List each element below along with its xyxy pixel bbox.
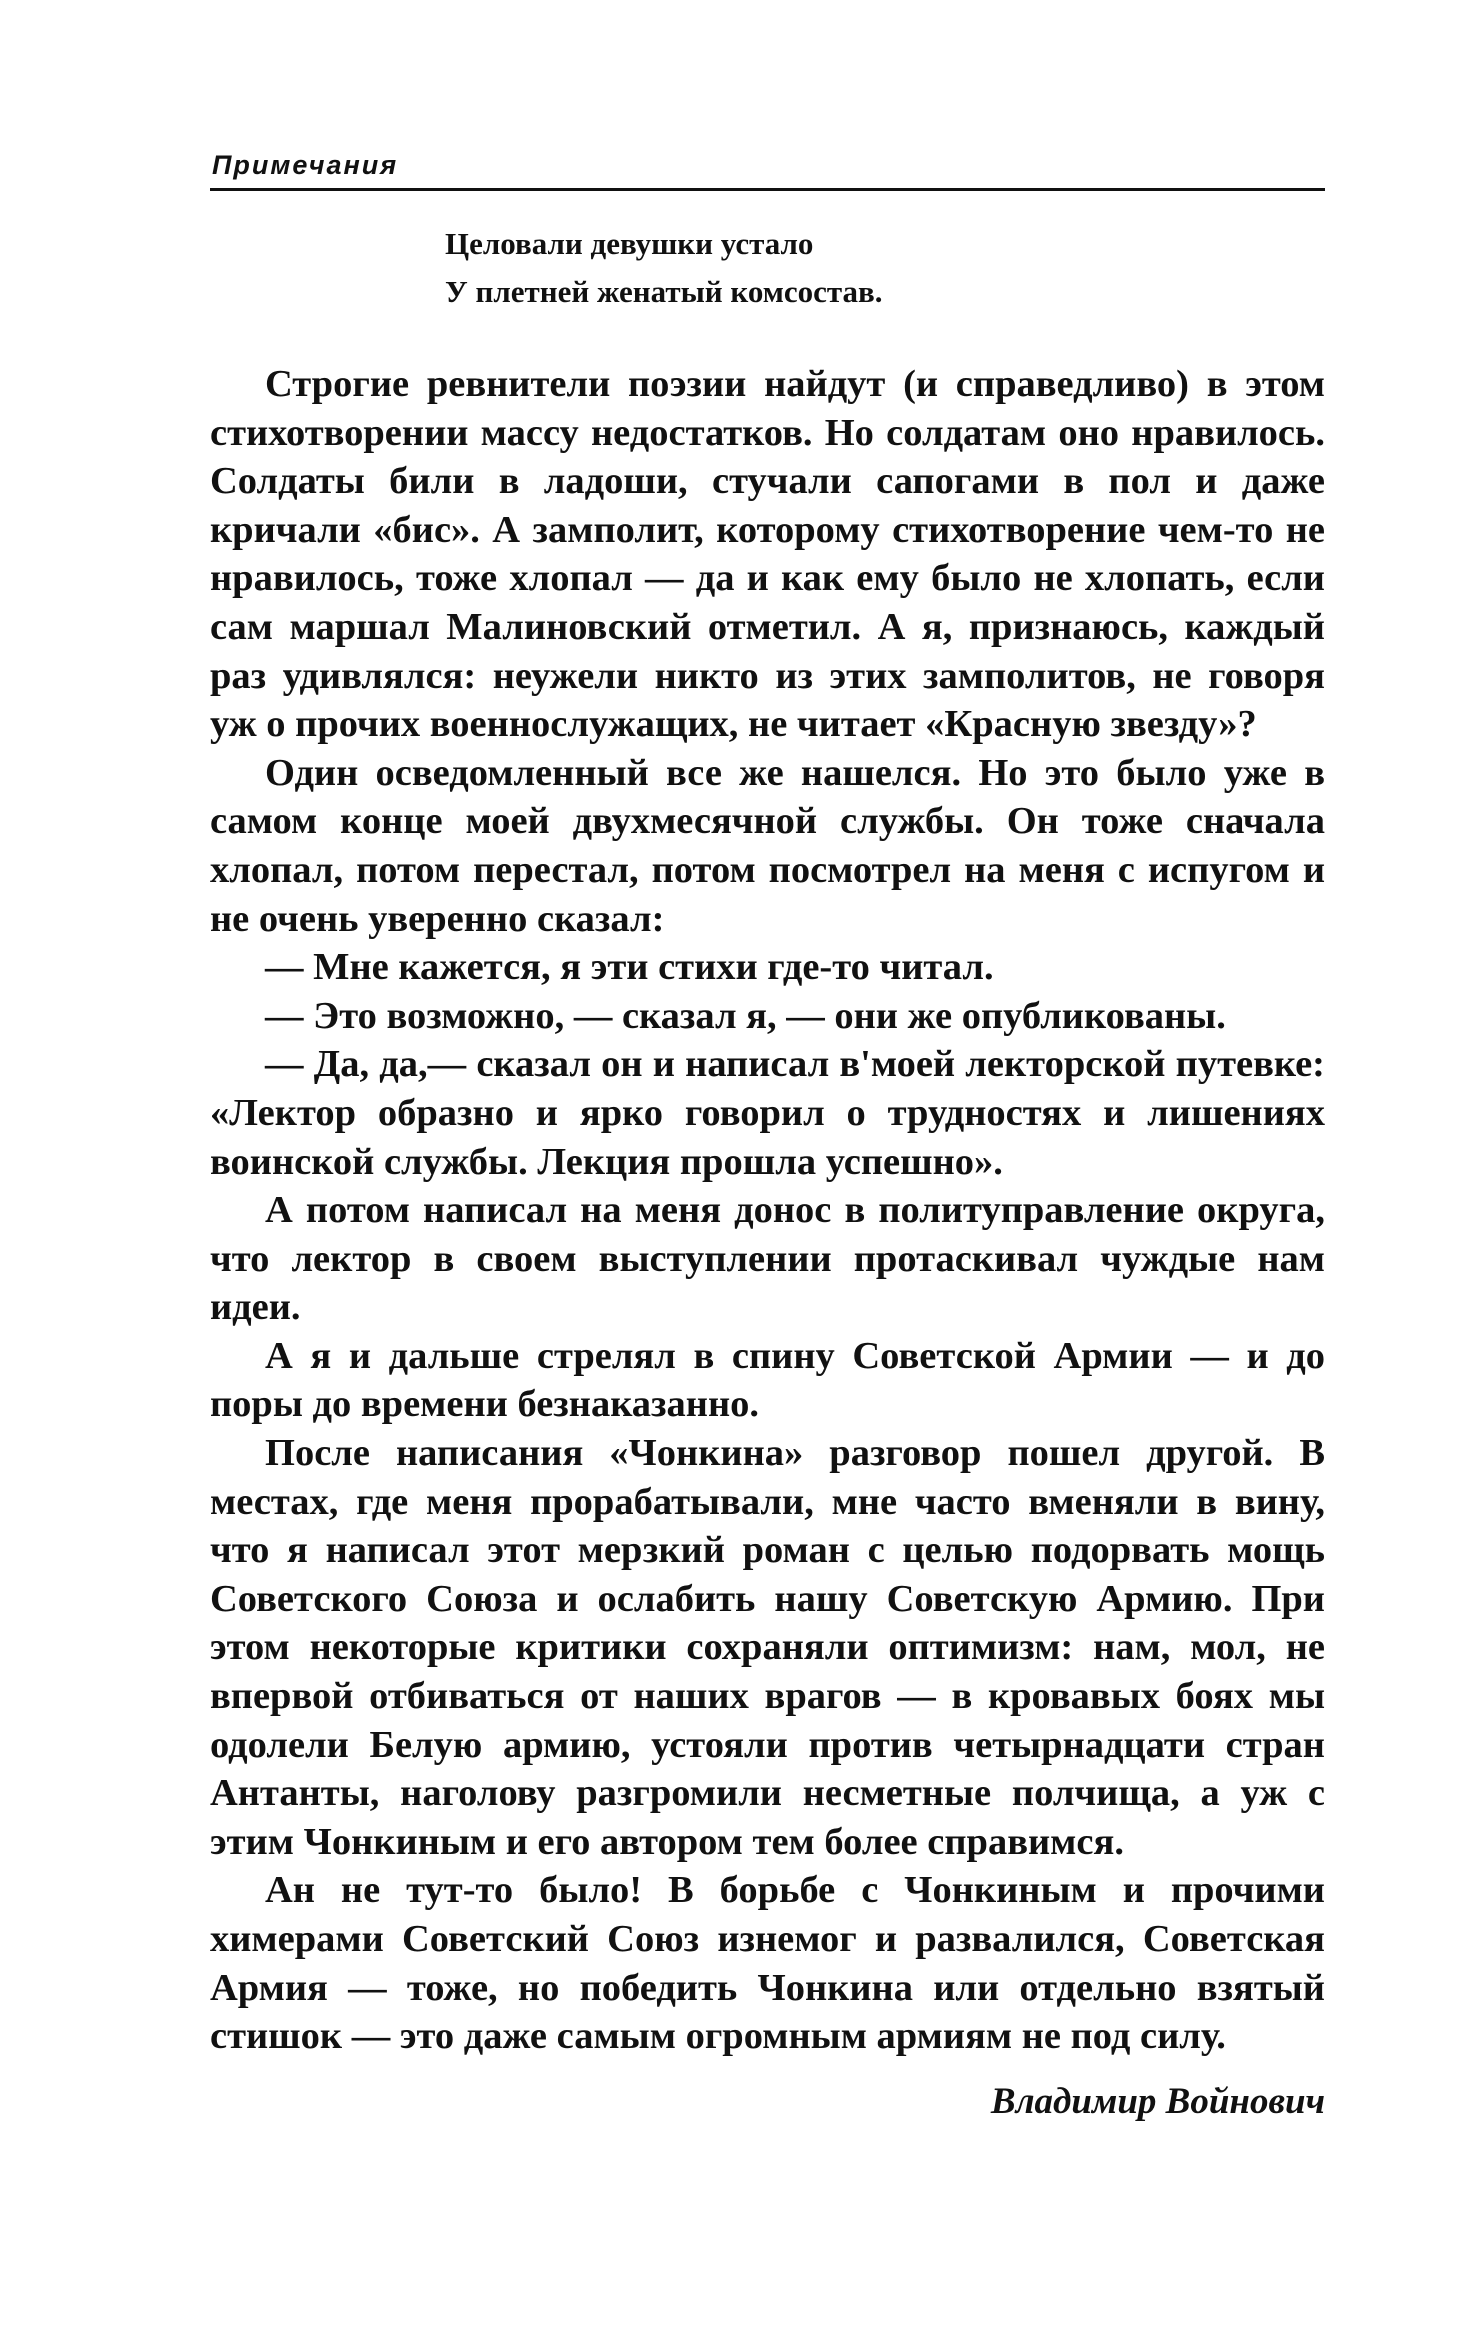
running-head: Примечания <box>212 150 399 180</box>
dialogue-line: — Мне кажется, я эти стихи где-то читал. <box>265 946 994 989</box>
dialogue-line: — Да, да,— сказал он и написал в'моей лекторской путевке: «Лектор образно и ярко говорил о трудностях и лишениях воинской службы. Лекция прошла успешно». <box>210 1043 1325 1183</box>
body-text <box>210 360 1325 2061</box>
verse-line: У плетней женатый комсостав. <box>445 274 883 309</box>
paragraph: Один осведомленный все же нашелся. Но это было уже в самом конце моей двухмесячной службы. Он тоже сначала хлопал, потом перестал, потом посмотрел на меня с испугом и не очень уверенно сказал: <box>210 751 1325 940</box>
author-signature: Владимир Войнович <box>990 2081 1325 2122</box>
verse-quote <box>445 220 883 316</box>
header-rule <box>210 188 1325 191</box>
dialogue-line: — Это возможно, — сказал я, — они же опубликованы. <box>265 994 1226 1037</box>
paragraph: После написания «Чонкина» разговор пошел другой. В местах, где меня прорабатывали, мне часто вменяли в вину, что я написал этот мерзкий роман с целью подорвать мощь Советского Союза и ослабить нашу Советскую Армию. При этом некоторые критики сохраняли оптимизм: нам, мол, не впервой отбиваться от наших врагов — в кровавых боях мы одолели Белую армию, устояли против четырнадцати стран Антанты, наголову разгромили несметные полчища, а уж с этим Чонкиным и его автором тем более справимся. <box>210 1432 1325 1863</box>
paragraph: А потом написал на меня донос в политуправление округа, что лектор в своем выступлении протаскивал чуждые нам идеи. <box>210 1189 1325 1329</box>
paragraph: Строгие ревнители поэзии найдут (и справедливо) в этом стихотворении массу недостатков. Но солдатам оно нравилось. Солдаты били в ладоши, стучали сапогами в пол и даже кричали «бис». А замполит, которому стихотворение чем-то не нравилось, тоже хлопал — да и как ему было не хлопать, если сам маршал Малиновский отметил. А я, признаюсь, каждый раз удивлялся: неужели никто из этих замполитов, не говоря уж о прочих военнослужащих, не читает «Красную звезду»? <box>210 363 1325 746</box>
verse-line: Целовали девушки устало <box>445 226 814 261</box>
paragraph: А я и дальше стрелял в спину Советской Армии — и до поры до времени безнаказанно. <box>210 1334 1325 1426</box>
paragraph: Ан не тут-то было! В борьбе с Чонкиным и прочими химерами Советский Союз изнемог и развалился, Советская Армия — тоже, но победить Чонкина или отдельно взятый стишок — это даже самым огромным армиям не под силу. <box>210 1869 1325 2058</box>
